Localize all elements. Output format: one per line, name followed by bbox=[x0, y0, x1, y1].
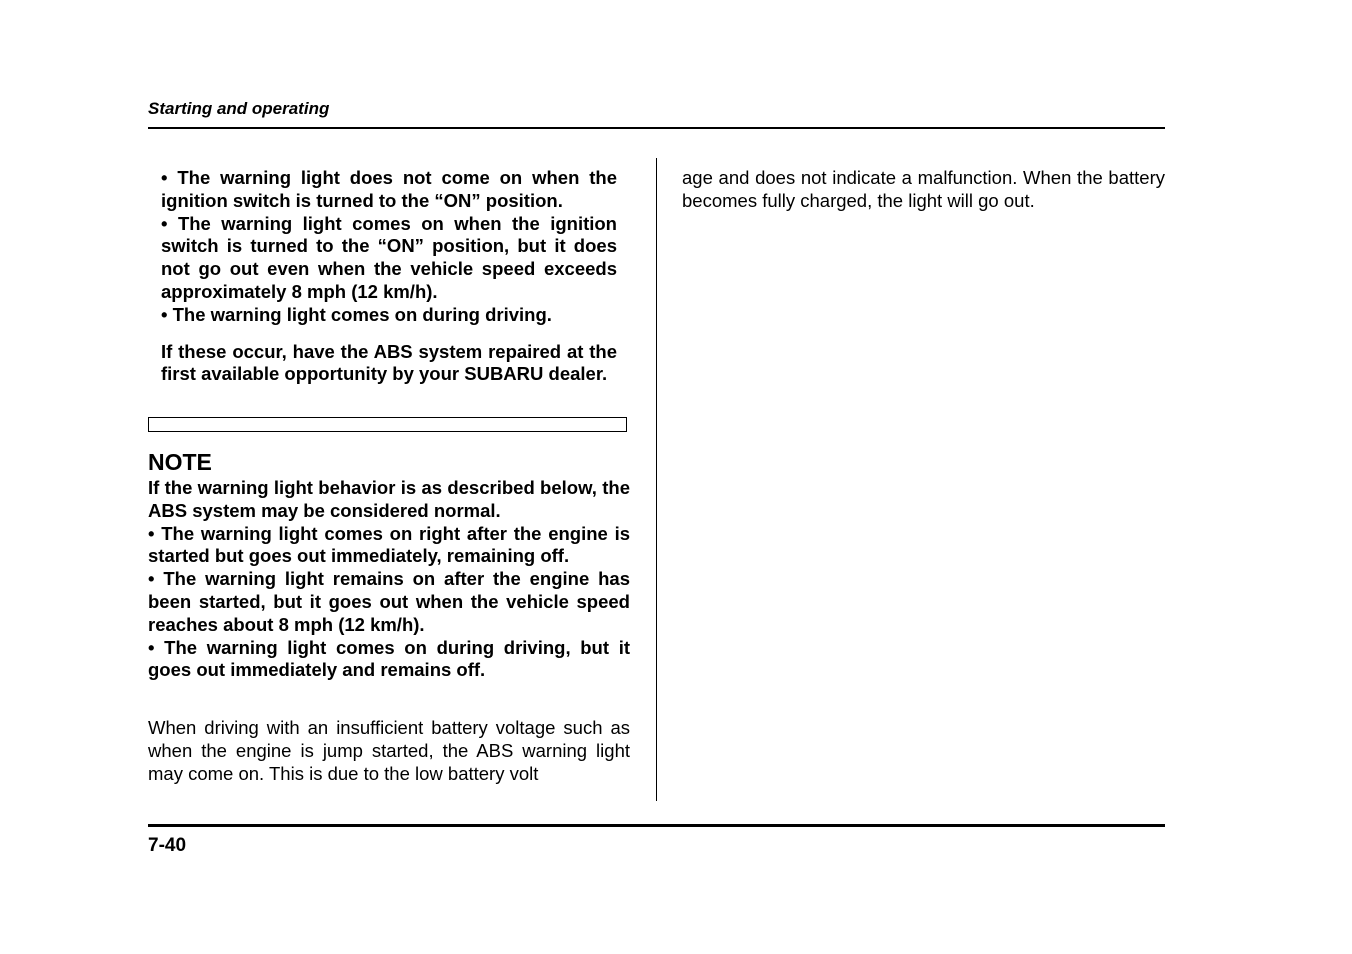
note-intro: If the warning light behavior is as described below, the ABS system may be considered normal. bbox=[148, 477, 630, 521]
page-number: 7-40 bbox=[148, 835, 187, 856]
note-heading: NOTE bbox=[148, 449, 212, 475]
body-paragraph-left: When driving with an insufficient battery voltage such as when the engine is jump started, the ABS warning light may come on. This is due to the low battery volt bbox=[148, 717, 630, 784]
note-bullet: • The warning light comes on during driving, but it goes out immediately and remains off. bbox=[148, 637, 630, 683]
header-rule bbox=[148, 127, 1165, 129]
body-paragraph-right: age and does not indicate a malfunction. When the battery becomes fully charged, the light will go out. bbox=[682, 167, 1165, 211]
warning-bullet: • The warning light comes on when the ignition switch is turned to the “ON” position, but it does not go out even when the vehicle speed exceeds approximately 8 mph (12 km/h). bbox=[161, 213, 617, 304]
warning-box-content bbox=[161, 167, 617, 386]
column-divider bbox=[656, 158, 657, 801]
warning-box-end bbox=[148, 417, 627, 432]
warning-bullet: • The warning light does not come on when the ignition switch is turned to the “ON” position. bbox=[161, 167, 617, 213]
note-content bbox=[148, 477, 630, 682]
note-bullet: • The warning light remains on after the engine has been started, but it goes out when the vehicle speed reaches about 8 mph (12 km/h). bbox=[148, 568, 630, 636]
warning-instruction: If these occur, have the ABS system repaired at the first available opportunity by your SUBARU dealer. bbox=[161, 340, 617, 385]
footer-rule bbox=[148, 824, 1165, 827]
warning-bullet: • The warning light comes on during driving. bbox=[161, 304, 617, 327]
note-bullet: • The warning light comes on right after the engine is started but goes out immediately, remaining off. bbox=[148, 523, 630, 569]
section-title: Starting and operating bbox=[148, 99, 330, 118]
